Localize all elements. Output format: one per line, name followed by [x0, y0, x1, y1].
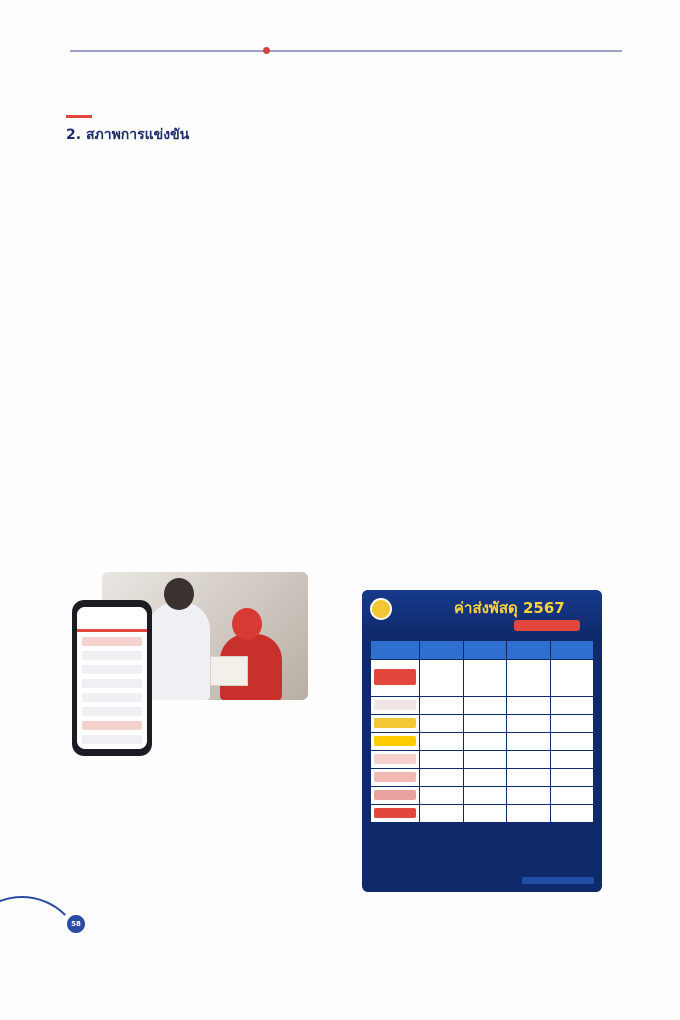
carrier-logo [374, 754, 416, 764]
table-row [371, 787, 594, 805]
table-row [371, 751, 594, 769]
table-cell [420, 733, 464, 751]
carrier-logo [374, 669, 416, 685]
carrier-logo-cell [371, 715, 420, 733]
table-header-cell [420, 641, 464, 660]
table-cell [420, 769, 464, 787]
table-cell [550, 787, 594, 805]
table-cell [507, 660, 551, 697]
customer-figure [148, 602, 210, 700]
table-header-cell [371, 641, 420, 660]
shipping-rate-poster [362, 590, 602, 892]
table-cell [420, 787, 464, 805]
table-cell [507, 805, 551, 823]
table-cell [463, 751, 507, 769]
poster-subtitle-pill [514, 620, 580, 631]
table-cell [420, 660, 464, 697]
carrier-logo-cell [371, 751, 420, 769]
table-cell [507, 697, 551, 715]
table-cell [550, 751, 594, 769]
app-banner [82, 637, 142, 646]
carrier-logo-cell [371, 660, 420, 697]
carrier-logo-cell [371, 733, 420, 751]
table-cell [507, 751, 551, 769]
table-cell [463, 715, 507, 733]
app-row [82, 693, 142, 702]
table-cell [420, 751, 464, 769]
table-cell [550, 697, 594, 715]
carrier-logo [374, 736, 416, 746]
table-cell [550, 715, 594, 733]
heading-accent-bar [66, 115, 92, 118]
footer-decorative-arc [0, 896, 84, 1020]
text-column-left-top [66, 150, 328, 552]
table-cell [463, 660, 507, 697]
table-cell [463, 769, 507, 787]
poster-title: ค่าส่งพัสดุ 2567 [454, 599, 565, 617]
carrier-logo [374, 772, 416, 782]
customer-head [164, 578, 194, 610]
table-cell [463, 787, 507, 805]
table-row [371, 660, 594, 697]
app-row [82, 721, 142, 730]
table-cell [463, 733, 507, 751]
table-header-cell [507, 641, 551, 660]
table-cell [420, 715, 464, 733]
phone-screen [77, 607, 147, 749]
rate-table-header [371, 641, 594, 660]
carrier-logo [374, 718, 416, 728]
text-column-left-bottom [66, 770, 328, 896]
app-row [82, 651, 142, 660]
app-header [77, 607, 147, 632]
table-cell [550, 733, 594, 751]
app-row [82, 679, 142, 688]
carrier-logo [374, 700, 416, 710]
courier-helmet [232, 608, 262, 640]
nav-position-marker [263, 47, 270, 54]
top-navigation [70, 14, 622, 56]
table-header-cell [463, 641, 507, 660]
poster-footer-bar [522, 877, 594, 884]
table-cell [550, 660, 594, 697]
table-cell [463, 805, 507, 823]
table-cell [420, 805, 464, 823]
table-row [371, 769, 594, 787]
carrier-logo-cell [371, 697, 420, 715]
smartphone-image [72, 600, 152, 756]
carrier-logo [374, 790, 416, 800]
carrier-logo-cell [371, 805, 420, 823]
table-cell [550, 805, 594, 823]
table-cell [550, 769, 594, 787]
section-heading [66, 124, 189, 146]
table-cell [463, 697, 507, 715]
parcel-box [210, 656, 248, 686]
table-cell [507, 769, 551, 787]
table-cell [420, 697, 464, 715]
carrier-logo-cell [371, 787, 420, 805]
table-row [371, 697, 594, 715]
section-number: 2. [66, 127, 82, 143]
section-title: สภาพการแข่งขัน [85, 127, 190, 143]
text-column-right-top [352, 110, 614, 555]
rate-table [370, 640, 594, 823]
table-cell [507, 733, 551, 751]
table-row [371, 805, 594, 823]
table-row [371, 733, 594, 751]
page-number: 58 [67, 915, 85, 933]
app-row [82, 665, 142, 674]
app-row [82, 735, 142, 744]
table-header-cell [550, 641, 594, 660]
nav-divider [70, 50, 622, 52]
table-cell [507, 715, 551, 733]
poster-logo [370, 598, 392, 620]
app-row [82, 707, 142, 716]
carrier-logo [374, 808, 416, 818]
table-cell [507, 787, 551, 805]
carrier-logo-cell [371, 769, 420, 787]
table-row [371, 715, 594, 733]
